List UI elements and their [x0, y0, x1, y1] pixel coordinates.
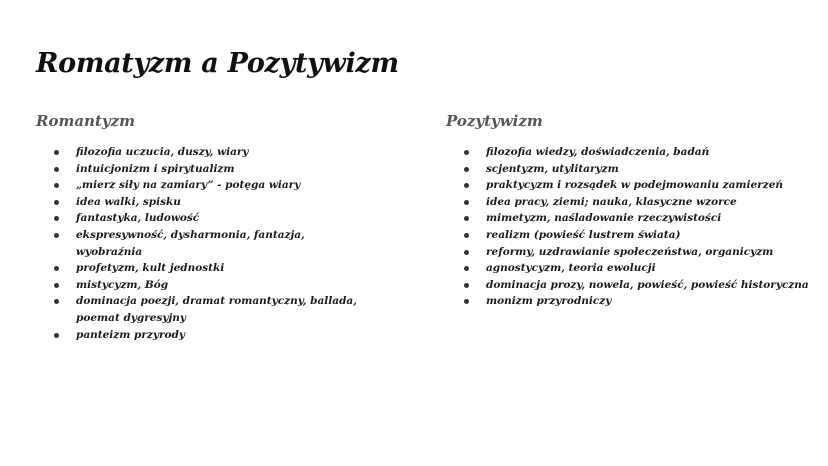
bullet-icon — [54, 266, 59, 271]
list-item: fantastyka, ludowość — [36, 210, 396, 227]
pozytywizm-heading: Pozytywizm — [446, 112, 543, 130]
list-item: praktycyzm i rozsądek w podejmowaniu zamierzeń — [446, 177, 806, 194]
slide-title: Romatyzm a Pozytywizm — [36, 48, 399, 79]
list-item: idea walki, spisku — [36, 194, 396, 211]
bullet-icon — [464, 250, 469, 255]
list-item: intuicjonizm i spirytualizm — [36, 161, 396, 178]
bullet-icon — [54, 233, 59, 238]
bullet-icon — [54, 200, 59, 205]
bullet-icon — [54, 167, 59, 172]
bullet-icon — [54, 150, 59, 155]
bullet-icon — [464, 150, 469, 155]
list-item: profetyzm, kult jednostki — [36, 260, 396, 277]
list-item: mimetyzm, naśladowanie rzeczywistości — [446, 210, 806, 227]
list-item: filozofia wiedzy, doświadczenia, badań — [446, 144, 806, 161]
list-item: dominacja prozy, nowela, powieść, powieść historyczna — [446, 277, 806, 294]
romantyzm-column — [36, 112, 396, 343]
bullet-icon — [54, 299, 59, 304]
list-item: ekspresywność, dysharmonia, fantazja, wyobraźnia — [36, 227, 396, 260]
list-item: filozofia uczucia, duszy, wiary — [36, 144, 396, 161]
list-item: idea pracy, ziemi; nauka, klasyczne wzorce — [446, 194, 806, 211]
list-item: reformy, uzdrawianie społeczeństwa, organicyzm — [446, 244, 806, 261]
bullet-icon — [54, 283, 59, 288]
romantyzm-list — [36, 144, 396, 343]
list-item: dominacja poezji, dramat romantyczny, ballada, poemat dygresyjny — [36, 293, 396, 326]
bullet-icon — [464, 299, 469, 304]
bullet-icon — [464, 200, 469, 205]
bullet-icon — [54, 183, 59, 188]
bullet-icon — [464, 233, 469, 238]
bullet-icon — [54, 216, 59, 221]
bullet-icon — [464, 266, 469, 271]
list-item: „mierz siły na zamiary” - potęga wiary — [36, 177, 396, 194]
list-item: monizm przyrodniczy — [446, 293, 806, 310]
pozytywizm-list — [446, 144, 809, 310]
list-item: realizm (powieść lustrem świata) — [446, 227, 806, 244]
bullet-icon — [464, 183, 469, 188]
bullet-icon — [54, 333, 59, 338]
list-item: scjentyzm, utylitaryzm — [446, 161, 806, 178]
list-item: agnostycyzm, teoria ewolucji — [446, 260, 806, 277]
bullet-icon — [464, 283, 469, 288]
bullet-icon — [464, 167, 469, 172]
bullet-icon — [464, 216, 469, 221]
pozytywizm-column — [446, 112, 809, 310]
list-item: panteizm przyrody — [36, 327, 396, 344]
list-item: mistycyzm, Bóg — [36, 277, 396, 294]
romantyzm-heading: Romantyzm — [36, 112, 136, 130]
